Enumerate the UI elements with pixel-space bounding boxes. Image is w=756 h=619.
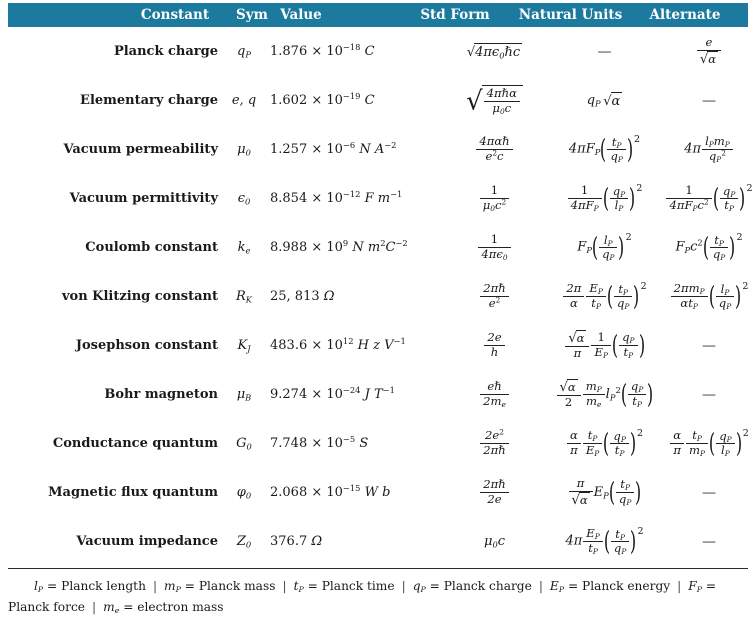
legend-equals-5: =: [705, 579, 717, 593]
row-constant-name: Magnetic flux quantum: [48, 485, 218, 500]
row-alternate: —: [702, 484, 716, 501]
legend-equals-0: =: [47, 579, 58, 593]
row-symbol: e, q: [231, 93, 257, 108]
row-symbol: $k_e$: [237, 240, 251, 256]
row-alternate: —: [702, 337, 716, 354]
row-alternate: $\frac{\alpha}{\pi}$ $\frac{t_P}{m_P}$ ( $\frac{q_P}{l_P}$ )$^2$: [662, 419, 756, 468]
row-std-form: $\frac{\text{2πℏ}}{2e}$: [442, 468, 547, 517]
row-value: 25, 813 Ω: [270, 289, 335, 304]
row-symbol: $q_P$: [237, 44, 251, 60]
legend-separator-1: |: [282, 579, 287, 593]
row-natural-units: $\frac{\alpha}{\pi}$ $\frac{t_P}{E_P}$ ( $\frac{q_P}{t_P}$ )$^2$: [547, 419, 662, 468]
row-symbol: $K_J$: [237, 338, 251, 354]
row-symbol: $\mu_0$: [237, 142, 251, 158]
table-row: [0, 517, 756, 566]
row-std-form: √ $\frac{\text{4πℏα}}{\mu_0c}$: [442, 76, 547, 125]
table-row: [0, 321, 756, 370]
row-value: $8.988 \times 10^9$ N $m^2C^{-2}$: [270, 237, 408, 255]
row-alternate: $\frac{1}{4\pi F_Pc^2}$ ( $\frac{q_P}{t_P}$ )$^2$: [662, 174, 756, 223]
table-row: [0, 125, 756, 174]
row-symbol: $\epsilon_0$: [237, 191, 251, 207]
table-header-row: [8, 3, 748, 27]
row-symbol: $R_K$: [235, 289, 252, 305]
row-value: $9.274 \times 10^{-24}$ J $T^{-1}$: [270, 384, 395, 402]
row-alternate: $\frac{e}{√\alpha}$: [662, 27, 756, 76]
row-natural-units: $4\pi F_P$( $\frac{t_P}{q_P}$ )$^2$: [568, 134, 641, 165]
row-std-form: $\frac{\text{2πℏ}}{e^2}$: [442, 272, 547, 321]
row-constant-name: Vacuum impedance: [76, 534, 218, 549]
row-constant-name: Coulomb constant: [85, 240, 218, 255]
column-header-sym: Sym: [236, 7, 268, 23]
footer-divider: [8, 568, 748, 569]
table-row: [0, 468, 756, 517]
table-row: [0, 174, 756, 223]
legend-note: $l_P$ = Planck length | $m_P$ = Planck mass | $t_P$ = Planck time | $q_P$ = Planck charge | $E_P$ = Planck energy | $F_P$ = Planck force | $m_e$ = electron mass: [8, 579, 717, 616]
legend-text-4: Planck energy: [582, 579, 671, 593]
row-constant-name: von Klitzing constant: [61, 289, 218, 304]
legend-separator-0: |: [152, 579, 158, 593]
legend-equals-4: =: [567, 579, 579, 593]
row-value: $7.748 \times 10^{-5}$ S: [270, 433, 369, 451]
row-value: $2.068 \times 10^{-15}$ W b: [270, 482, 391, 500]
row-natural-units: $\frac{2\pi}{\alpha}$ $\frac{E_P}{t_P}$ ( $\frac{t_P}{q_P}$ )$^2$: [547, 272, 662, 321]
row-symbol: $Z_0$: [236, 534, 252, 550]
table-row: [0, 272, 756, 321]
row-symbol: $G_0$: [236, 436, 252, 452]
row-std-form: $\frac{\text{4παℏ}}{e^2c}$: [442, 125, 547, 174]
row-natural-units: $F_P$( $\frac{l_P}{q_P}$ )$^2$: [577, 232, 632, 263]
row-constant-name: Conductance quantum: [52, 436, 218, 451]
row-alternate: $F_Pc^2$( $\frac{t_P}{q_P}$ )$^2$: [675, 232, 743, 263]
row-value: $1.602 \times 10^{-19}$ C: [270, 90, 375, 108]
legend-equals-3: =: [429, 579, 440, 593]
row-value: 376.7 Ω: [270, 534, 323, 549]
row-alternate: —: [702, 92, 716, 109]
table-row: [0, 223, 756, 272]
row-std-form: $\frac{1}{\mu_0c^2}$: [442, 174, 547, 223]
row-std-form: $\frac{1}{4\pi\epsilon_0}$: [442, 223, 547, 272]
legend-separator-4: |: [677, 579, 682, 593]
row-natural-units: —: [597, 43, 612, 60]
row-alternate: 4π $\frac{l_Pm_P}{q_P^2}$: [662, 125, 756, 174]
row-constant-name: Josephson constant: [75, 338, 218, 353]
row-alternate: $\frac{2\pi m_P}{\alpha t_P}$ ( $\frac{l_P}{q_P}$ )$^2$: [662, 272, 756, 321]
column-header-std-form: Std Form: [420, 7, 490, 23]
row-value: $8.854 \times 10^{-12}$ F $m^{-1}$: [270, 188, 403, 206]
row-natural-units: $q_P$ √α: [586, 93, 621, 109]
legend-separator-3: |: [538, 579, 543, 593]
legend-separator-5: |: [92, 600, 97, 615]
column-header-natural-units: Natural Units: [518, 7, 623, 23]
legend-text-0: Planck length: [61, 579, 146, 593]
row-constant-name: Planck charge: [113, 44, 218, 59]
row-constant-name: Vacuum permittivity: [69, 191, 218, 206]
row-std-form: $\frac{\text{eℏ}}{2m_e}$: [442, 370, 547, 419]
legend-text-6: electron mass: [137, 600, 224, 615]
table-row: [0, 370, 756, 419]
legend-text-3: Planck charge: [443, 579, 532, 593]
constants-table: [0, 3, 756, 619]
row-natural-units: $\frac{\pi}{√\alpha}$ $E_P$( $\frac{t_P}{q_P}$ ): [547, 468, 662, 517]
row-std-form: $\mu_0c$: [483, 534, 506, 550]
row-value: $1.257 \times 10^{-6}$ N $A^{-2}$: [270, 139, 397, 157]
row-alternate: —: [702, 533, 716, 550]
row-std-form: $\frac{2e^2}{\text{2πℏ}}$: [442, 419, 547, 468]
row-natural-units: $\frac{√\alpha}{2}$ $\frac{m_P}{m_e}$ $l_P^2$( $\frac{q_P}{t_P}$ ): [547, 370, 662, 419]
row-natural-units: $\frac{√\alpha}{\pi}$ $\frac{1}{E_P}$ ( $\frac{q_P}{t_P}$ ): [547, 321, 662, 370]
row-value: $483.6 \times 10^{12}$ H z $V^{-1}$: [270, 335, 406, 353]
row-constant-name: Vacuum permeability: [63, 142, 218, 157]
row-symbol: $\varphi_0$: [236, 485, 252, 501]
column-header-constant: Constant: [140, 7, 210, 23]
row-constant-name: Bohr magneton: [104, 387, 218, 402]
legend-equals-2: =: [307, 579, 318, 593]
legend-separator-2: |: [401, 579, 406, 593]
table-row: [0, 76, 756, 125]
row-natural-units: 4π $\frac{E_P}{t_P}$ ( $\frac{t_P}{q_P}$ )$^2$: [565, 526, 644, 557]
legend-text-1: Planck mass: [198, 579, 276, 593]
row-std-form: $√4\pi\epsilon_0\hbar c$: [466, 45, 521, 61]
column-header-value: Value: [280, 7, 322, 23]
row-alternate: —: [702, 386, 716, 403]
column-header-alternate: Alternate: [649, 7, 721, 23]
row-constant-name: Elementary charge: [80, 93, 218, 108]
table-row: [0, 27, 756, 76]
row-natural-units: $\frac{1}{4\pi F_P}$ ( $\frac{q_P}{l_P}$ )$^2$: [547, 174, 662, 223]
legend-equals-6: =: [123, 600, 134, 615]
row-value: $1.876 \times 10^{-18}$ C: [270, 41, 375, 59]
legend-text-2: Planck time: [321, 579, 395, 593]
table-row: [0, 419, 756, 468]
legend-text-5: Planck force: [8, 600, 86, 615]
legend-equals-1: =: [184, 579, 195, 593]
row-symbol: $\mu_B$: [236, 387, 252, 403]
row-std-form: $\frac{2e}{h}$: [442, 321, 547, 370]
